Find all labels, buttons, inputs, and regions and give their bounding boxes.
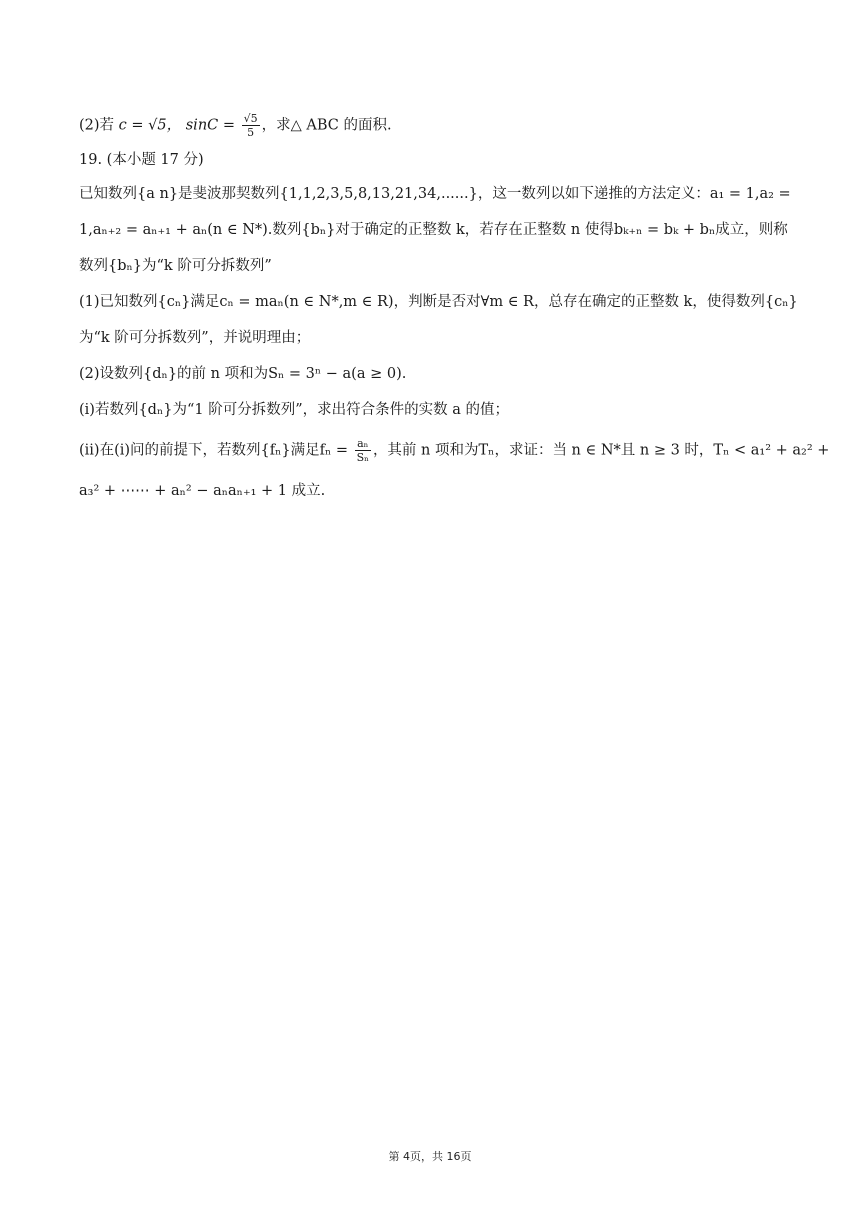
- problem19-header: 19. (本小题 17 分): [79, 152, 204, 168]
- problem19-part1-line2: 为“k 阶可分拆数列”，并说明理由；: [79, 330, 311, 346]
- problem19-intro-line2: 1,aₙ₊₂ = aₙ₊₁ + aₙ(n ∈ N*).数列{bₙ}对于确定的正整数 k，若存在正整数 n 使得bₖ₊ₙ = bₖ + bₙ成立，则称: [79, 222, 788, 238]
- sin-fraction-denominator: 5: [247, 126, 255, 139]
- f-fraction: [355, 437, 371, 464]
- problem19-part2-line: (2)设数列{dₙ}的前 n 项和为Sₙ = 3ⁿ − a(a ≥ 0).: [79, 366, 407, 382]
- f-fraction-numerator: aₙ: [355, 437, 371, 451]
- problem19-intro-line3: 数列{bₙ}为“k 阶可分拆数列”: [79, 258, 272, 274]
- problem18-part2-line: [79, 112, 783, 139]
- sin-fraction-numerator: √5: [243, 112, 258, 125]
- part2-ii-intro: (ⅱ)在(ⅰ)问的前提下，若数列{fₙ}满足fₙ =: [79, 442, 353, 459]
- sin-fraction: [242, 112, 260, 139]
- problem18-part2-question: ，求△ ABC 的面积.: [261, 117, 392, 134]
- problem19-intro-line1: 已知数列{a n}是斐波那契数列{1,1,2,3,5,8,13,21,34,......}，这一数列以如下递推的方法定义：a₁ = 1,a₂ =: [79, 186, 791, 202]
- condition-sin-label: sinC =: [185, 117, 240, 134]
- page-footer: 第 4页，共 16页: [388, 1150, 472, 1163]
- problem19-part2-ii-line1: [79, 437, 830, 464]
- f-fraction-denominator: Sₙ: [356, 451, 369, 464]
- problem19-part1-line1: (1)已知数列{cₙ}满足cₙ = maₙ(n ∈ N*,m ∈ R)，判断是否对∀m ∈ R，总存在确定的正整数 k，使得数列{cₙ}: [79, 294, 798, 310]
- problem18-part2-label: (2)若: [79, 117, 115, 134]
- part2-ii-claim: ，其前 n 项和为Tₙ，求证：当 n ∈ N*且 n ≥ 3 时，Tₙ < a₁² + a₂² +: [372, 442, 830, 459]
- condition-c: c = √5，: [118, 117, 182, 134]
- document-body: [79, 112, 830, 504]
- problem19-part2-ii-line2: a₃² + ⋯⋯ + aₙ² − aₙaₙ₊₁ + 1 成立.: [79, 483, 326, 499]
- problem19-part2-i: (ⅰ)若数列{dₙ}为“1 阶可分拆数列”，求出符合条件的实数 a 的值；: [79, 402, 509, 418]
